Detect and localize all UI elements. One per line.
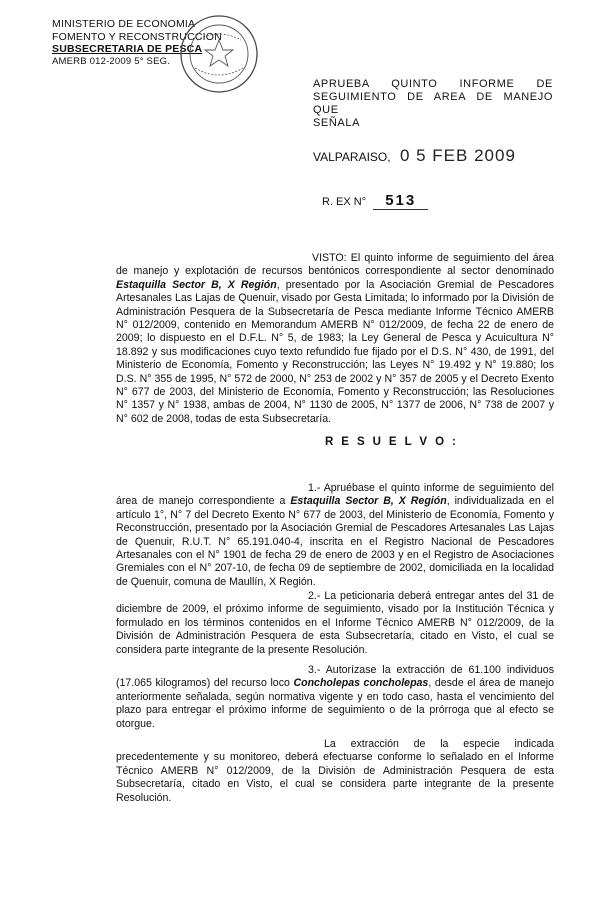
subject-line-2: SEGUIMIENTO DE AREA DE MANEJO QUE — [313, 91, 553, 116]
article-3-text-1: 3.- Autorízase la extracción de 61.100 individuos (17.065 kilogramos) del recurso loco — [116, 664, 554, 690]
visto-lead: VISTO: — [312, 252, 347, 264]
subject-line-1: APRUEBA QUINTO INFORME DE — [313, 78, 553, 90]
resolution-number — [322, 192, 428, 209]
visto-text-2: , presentado por la Asociación Gremial de Pescadores Artesanales Las Lajas de Quenuir, visado por Gesta Limitada; lo informado por la División de Administración Pesquera de la Subsecretaría de Pesca mediante Informe Técnico AMERB N° 012/2009, contenido en Memorandum AMERB N° 012/2009, de fecha 22 de enero de 2009; lo dispuesto en el D.F.L. N° 5, de 1983; la Ley General de Pesca y Acuicultura N° 18.892 y sus modificaciones cuyo texto refundido fue fijado por el D.S. N° 430, de 1991, del Ministerio de Economía, Fomento y Reconstrucción; las Leyes N° 19.492 y N° 19.880; los D.S. N° 355 de 1995, N° 572 de 2000, N° 253 de 2002 y N° 357 de 2005 y el Decreto Exento N° 677 de 2003, del Ministerio de Economía, Fomento y Reconstrucción; las Resoluciones N° 1357 y N° 1938, ambas de 2004, N° 1130 de 2005, N° 1377 de 2006, N° 738 de 2007 y N° 602 de 2008, todas de esta Subsecretaría. — [116, 278, 555, 425]
article-3-text-2: , desde el área de manejo anteriormente señalada, según normativa vigente y en todo caso, hasta el vencimiento del plazo para entregar el próximo informe de seguimiento o de la prórroga que al efecto se otorgue. — [116, 677, 554, 730]
date-stamp: 0 5 FEB 2009 — [399, 146, 516, 165]
article-1-text-2: , individualizada en el artículo 1°, N° 7 del Decreto Exento N° 677 de 2003, del Ministerio de Economía, Fomento y Reconstrucción, presentado por la Asociación Gremial de Pescadores Artesanales Las Lajas de Quenuir, R.U.T. N° 65.191.040-4, inscrita en el Registro Nacional de Pescadores Artesanales con el N° 1901 de fecha 29 de enero de 2003 y en el Registro de Asociaciones Gremiales con el N° 207-10, de fecha 09 de septiembre de 2002, domiciliada en la localidad de Quenuir, comuna de Maullín, X Región. — [116, 495, 554, 588]
official-seal-stamp — [175, 10, 263, 98]
visto-text-1: El quinto informe de seguimiento del área de manejo y explotación de recursos bentónicos correspondiente al sector denominado — [116, 252, 554, 278]
ministry-line-1: MINISTERIO DE ECONOMIA — [52, 18, 196, 30]
article-1-sector-name: Estaquilla Sector B, X Región — [290, 495, 447, 508]
resolution-paragraph-extraction: La extracción de la especie indicada precedentemente y su monitoreo, deberá efectuarse conforme lo señalado en el Informe Técnico AMERB N° 012/2009, de la División de Administración Pesquera de esta Subsecretaría, citado en Visto, el cual se considera parte integrante de la presente Resolución. — [116, 738, 554, 804]
resolution-article-2: 2.- La peticionaria deberá entregar antes del 31 de diciembre de 2009, el próximo informe de seguimiento, visado por la Institución Técnica y formulado en los términos contenidos en el Informe Técnico AMERB N° 012/2009, de la División de Administración Pesquera de esta Subsecretaría, citado en Visto, el cual se considera parte integrante de la presente Resolución. — [116, 590, 554, 656]
resolution-number-value: 513 — [373, 192, 428, 210]
visto-paragraph — [116, 252, 554, 426]
article-3-species: Concholepas concholepas — [293, 677, 429, 690]
ministry-line-2: FOMENTO Y RECONSTRUCCION — [52, 30, 222, 43]
article-1-text-1: 1.- Apruébase el quinto informe de seguimiento del área de manejo correspondiente a — [116, 482, 554, 508]
resolution-subject — [313, 78, 553, 130]
place-and-date — [313, 146, 516, 166]
subject-line-3: SEÑALA — [313, 117, 361, 129]
resolution-article-1 — [116, 482, 554, 589]
resolution-article-3 — [116, 664, 554, 731]
subsecretaria-line: SUBSECRETARIA DE PESCA — [52, 43, 203, 55]
visto-sector-name: Estaquilla Sector B, X Región — [116, 278, 277, 291]
city: VALPARAISO, — [313, 150, 391, 164]
resolution-label: R. EX N° — [322, 196, 367, 208]
resuelvo-heading: R E S U E L V O : — [325, 436, 459, 448]
reference-line: AMERB 012-2009 5° SEG. — [52, 55, 171, 67]
